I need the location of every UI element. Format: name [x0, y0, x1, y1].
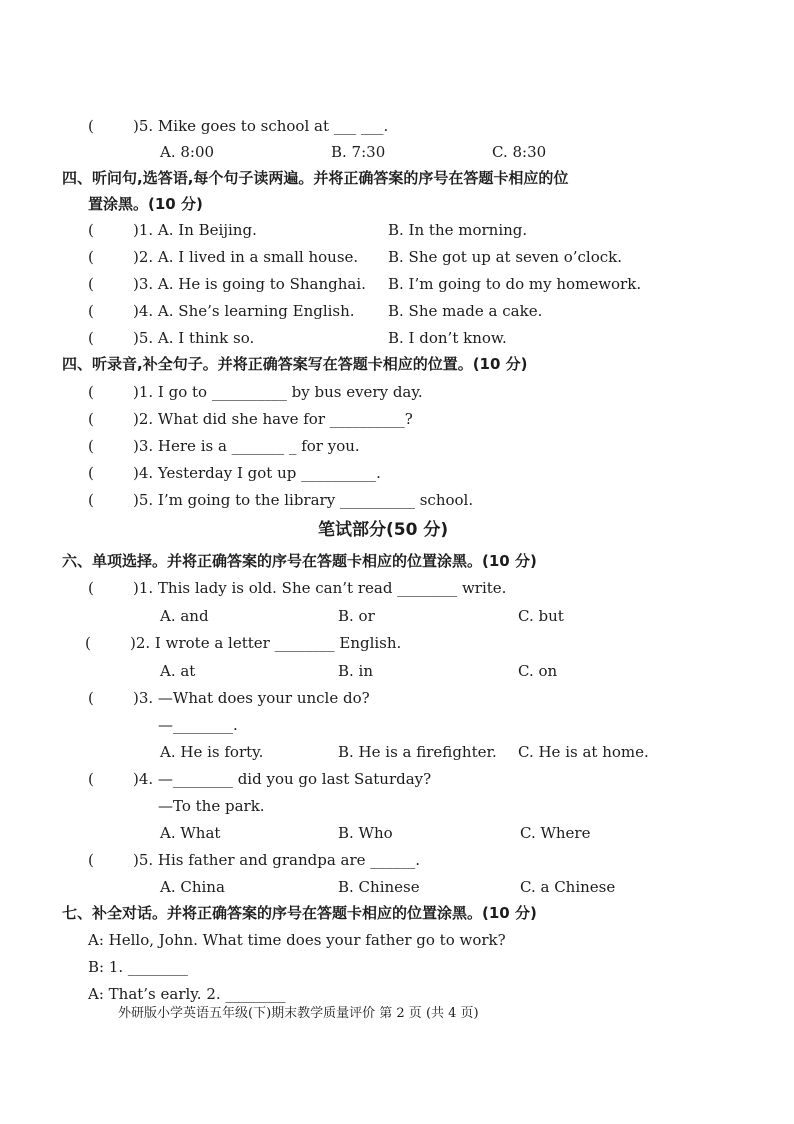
s4-q1-option-b: B. In the morning. [388, 221, 528, 239]
s4-q1-option-a: )1. A. In Beijing. [133, 221, 257, 239]
s4-q3-paren: ( [88, 275, 94, 293]
s6-q4-question: )4. —________ did you go last Saturday? [133, 770, 432, 788]
s5-q4-paren: ( [88, 464, 94, 482]
s6-q3-option-b: B. He is a firefighter. [338, 743, 497, 761]
s6-q4-option-a: A. What [160, 824, 221, 842]
s6-q3-question: )3. —What does your uncle do? [133, 689, 370, 707]
s4-q2-option-a: )2. A. I lived in a small house. [133, 248, 359, 266]
s4-q3-option-a: )3. A. He is going to Shanghai. [133, 275, 366, 293]
section4-heading-line1: 四、听问句,选答语,每个句子读两遍。并将正确答案的序号在答题卡相应的位 [62, 169, 569, 187]
option-b: B. 7:30 [331, 143, 386, 161]
s4-q4-option-a: )4. A. She’s learning English. [133, 302, 355, 320]
s6-q5-question: )5. His father and grandpa are ______. [133, 851, 421, 869]
s5-q5-paren: ( [88, 491, 94, 509]
s6-q3-option-a: A. He is forty. [160, 743, 264, 761]
s6-q1-option-a: A. and [160, 607, 209, 625]
s5-q2-text: )2. What did she have for __________? [133, 410, 413, 428]
question-5-text: )5. Mike goes to school at ___ ___. [133, 117, 389, 135]
s4-q2-option-b: B. She got up at seven o’clock. [388, 248, 622, 266]
s6-q2-paren: ( [85, 634, 91, 652]
question-5-paren: ( [88, 117, 94, 135]
section4-heading-line2: 置涂黑。(10 分) [88, 195, 203, 213]
s6-q3-sub: —________. [158, 716, 238, 734]
option-c: C. 8:30 [492, 143, 547, 161]
s5-q1-text: )1. I go to __________ by bus every day. [133, 383, 423, 401]
s4-q2-paren: ( [88, 248, 94, 266]
s6-q5-paren: ( [88, 851, 94, 869]
s4-q4-paren: ( [88, 302, 94, 320]
section7-heading: 七、补全对话。并将正确答案的序号在答题卡相应的位置涂黑。(10 分) [62, 904, 537, 922]
dialogue-line-3: A: That’s early. 2. ________ [88, 985, 286, 1003]
s6-q1-question: )1. This lady is old. She can’t read ________ write. [133, 579, 507, 597]
s5-q4-text: )4. Yesterday I got up __________. [133, 464, 381, 482]
s6-q2-question: )2. I wrote a letter ________ English. [130, 634, 402, 652]
s5-q3-text: )3. Here is a _______ _ for you. [133, 437, 360, 455]
written-part-title: 笔试部分(50 分) [318, 520, 449, 540]
s5-q2-paren: ( [88, 410, 94, 428]
s5-q1-paren: ( [88, 383, 94, 401]
s6-q4-paren: ( [88, 770, 94, 788]
s6-q5-option-a: A. China [160, 878, 225, 896]
s6-q4-option-c: C. Where [520, 824, 591, 842]
s6-q2-option-b: B. in [338, 662, 374, 680]
option-a: A. 8:00 [160, 143, 215, 161]
s6-q4-option-b: B. Who [338, 824, 393, 842]
dialogue-line-2: B: 1. ________ [88, 958, 188, 976]
s4-q5-paren: ( [88, 329, 94, 347]
s5-q3-paren: ( [88, 437, 94, 455]
s6-q4-sub: —To the park. [158, 797, 265, 815]
s5-q5-text: )5. I’m going to the library __________ school. [133, 491, 474, 509]
page-footer: 外研版小学英语五年级(下)期末教学质量评价 第 2 页 (共 4 页) [118, 1006, 479, 1021]
section6-heading: 六、单项选择。并将正确答案的序号在答题卡相应的位置涂黑。(10 分) [62, 552, 537, 570]
s6-q3-paren: ( [88, 689, 94, 707]
s6-q1-paren: ( [88, 579, 94, 597]
s6-q2-option-a: A. at [160, 662, 196, 680]
s6-q1-option-b: B. or [338, 607, 375, 625]
dialogue-line-1: A: Hello, John. What time does your father go to work? [88, 931, 506, 949]
s4-q5-option-a: )5. A. I think so. [133, 329, 255, 347]
s4-q4-option-b: B. She made a cake. [388, 302, 543, 320]
s4-q3-option-b: B. I’m going to do my homework. [388, 275, 642, 293]
s4-q1-paren: ( [88, 221, 94, 239]
s6-q2-option-c: C. on [518, 662, 558, 680]
s6-q3-option-c: C. He is at home. [518, 743, 649, 761]
s4-q5-option-b: B. I don’t know. [388, 329, 507, 347]
s6-q1-option-c: C. but [518, 607, 564, 625]
s6-q5-option-b: B. Chinese [338, 878, 420, 896]
section5-heading: 四、听录音,补全句子。并将正确答案写在答题卡相应的位置。(10 分) [62, 355, 528, 373]
s6-q5-option-c: C. a Chinese [520, 878, 616, 896]
